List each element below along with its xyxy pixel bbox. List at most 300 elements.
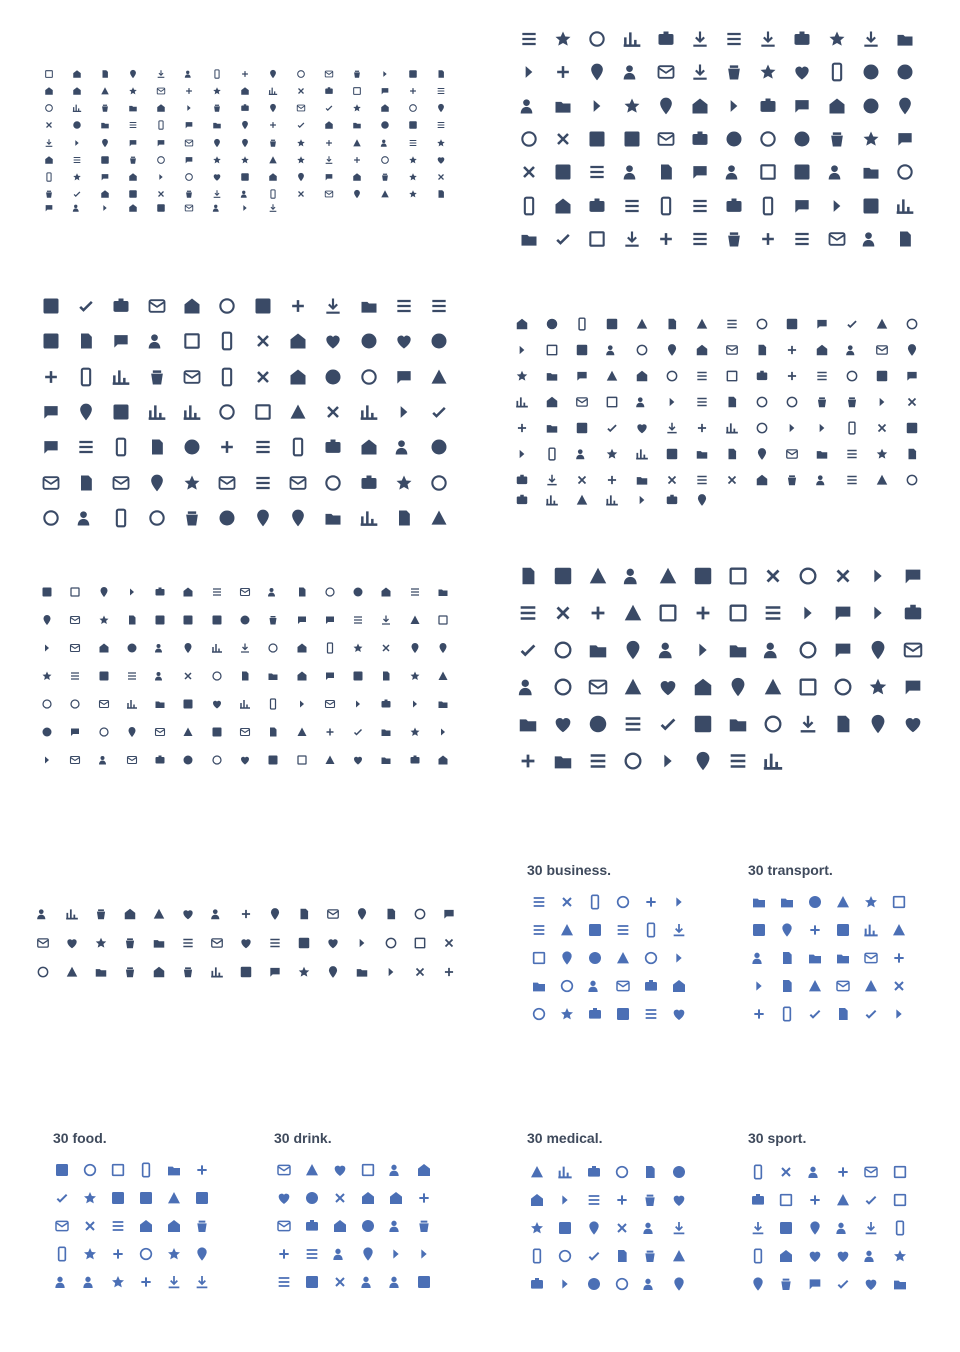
loop-icon: [615, 594, 650, 631]
euro-icon: [427, 117, 455, 134]
bicycle-icon: [857, 1186, 885, 1214]
folder-icon: [287, 134, 315, 151]
folder-plus-icon: [785, 55, 819, 88]
chevron-right-square-icon: [372, 746, 400, 774]
user-icon: [35, 65, 63, 82]
heart-pulse-icon: [608, 1186, 636, 1214]
file-video-icon: [259, 634, 287, 662]
last-icon: [174, 578, 202, 606]
bowl-icon: [104, 1240, 132, 1268]
storm-icon: [33, 718, 61, 746]
rewind-icon: [615, 55, 649, 88]
ice-cream-icon: [76, 1212, 104, 1240]
pill-icon: [210, 501, 245, 536]
yahoo-icon: [287, 82, 315, 99]
boombox-icon: [720, 705, 755, 742]
monitor-icon: [597, 493, 627, 507]
cup-icon: [354, 1184, 382, 1212]
shuttlecock-icon: [744, 1186, 772, 1214]
tree-icon: [867, 441, 897, 467]
train-icon: [745, 888, 773, 916]
wine-bottle-icon: [270, 1240, 298, 1268]
file-pdf-icon: [118, 634, 146, 662]
tank-icon: [745, 1000, 773, 1028]
sort-alpha-icon: [175, 186, 203, 203]
ticket-icon: [315, 65, 343, 82]
eraser-icon: [507, 337, 537, 363]
bottle-tall-icon: [382, 1240, 410, 1268]
mute-icon: [512, 189, 546, 222]
frame-icon: [747, 363, 777, 389]
monitor-down-icon: [785, 22, 819, 55]
envelope-icon: [685, 705, 720, 742]
user-icon: [525, 944, 553, 972]
asterisk-icon: [63, 100, 91, 117]
car-alt-icon: [885, 972, 913, 1000]
motorbike-icon: [400, 718, 428, 746]
photo-icon: [897, 467, 927, 493]
document-x-icon: [683, 89, 717, 122]
steering-icon: [744, 1158, 772, 1186]
chevron-up-icon: [315, 82, 343, 99]
cogs-icon: [203, 117, 231, 134]
star-circle-outline-icon: [567, 337, 597, 363]
fire-camp-icon: [203, 606, 231, 634]
floppy-icon: [581, 916, 609, 944]
facebook-icon: [91, 134, 119, 151]
mobile-icon: [371, 151, 399, 168]
basketball-hoop-icon: [886, 1270, 914, 1298]
external-link-icon: [63, 134, 91, 151]
molecule-icon: [523, 1186, 551, 1214]
milkshake-icon: [354, 1156, 382, 1184]
shuffle-icon: [280, 430, 315, 465]
font-plus-icon: [316, 501, 351, 536]
carrot-icon: [104, 1156, 132, 1184]
wrench-icon: [259, 186, 287, 203]
pause-icon: [90, 578, 118, 606]
lastfm-icon: [261, 929, 290, 958]
list-icon: [90, 606, 118, 634]
stats-3-icon: [895, 594, 930, 631]
magnet-icon: [507, 389, 537, 415]
cart-icon: [897, 415, 927, 441]
sitemap-icon: [400, 578, 428, 606]
music-icon: [386, 288, 421, 323]
file-excel-icon: [174, 634, 202, 662]
eject-icon: [371, 117, 399, 134]
carton-icon: [410, 1212, 438, 1240]
forward-icon: [146, 578, 174, 606]
tumblr-icon: [867, 337, 897, 363]
bag-icon: [245, 323, 280, 358]
file-icon: [175, 134, 203, 151]
vimeo-circle-icon: [173, 900, 202, 929]
facebook-icon: [261, 900, 290, 929]
camera-icon: [609, 916, 637, 944]
paypal-icon: [567, 363, 597, 389]
stethoscope-icon: [665, 1214, 693, 1242]
skip-back-icon: [683, 55, 717, 88]
battery-half-icon: [854, 223, 888, 256]
vk-icon: [259, 203, 287, 213]
delicious-icon: [319, 929, 348, 958]
arrow-right-icon: [344, 662, 372, 690]
id-card-icon: [553, 972, 581, 1000]
crop-square-icon: [351, 394, 386, 429]
gavel-icon: [175, 151, 203, 168]
oil-barrel-icon: [580, 705, 615, 742]
skype-icon: [91, 186, 119, 203]
icon-set-business: [525, 888, 693, 1028]
paypal-icon: [91, 169, 119, 186]
cheese-icon: [48, 1184, 76, 1212]
undo-icon: [231, 203, 259, 213]
volume-mid-icon: [683, 189, 717, 222]
tram-icon: [801, 916, 829, 944]
house-icon: [807, 441, 837, 467]
clipboard-icon: [231, 117, 259, 134]
rugby-icon: [801, 1158, 829, 1186]
more-vertical-icon: [174, 288, 209, 323]
hockey-icon: [829, 1214, 857, 1242]
stop-icon: [546, 55, 580, 88]
envelope-open-out-icon: [854, 156, 888, 189]
helicopter-icon: [259, 718, 287, 746]
popsicle-icon: [270, 1268, 298, 1296]
wink-icon: [597, 415, 627, 441]
teapot-icon: [298, 1240, 326, 1268]
chat-square-dots-icon: [683, 223, 717, 256]
crossed-bats-icon: [829, 1186, 857, 1214]
ship-icon: [829, 888, 857, 916]
doctor-icon: [580, 1242, 608, 1270]
tie-icon: [553, 888, 581, 916]
phone-icon: [537, 389, 567, 415]
bitcoin-icon: [147, 100, 175, 117]
books-icon: [525, 1000, 553, 1028]
battery-empty-icon: [785, 223, 819, 256]
paypal-icon: [895, 668, 930, 705]
man-icon: [687, 415, 717, 441]
label-food: 30 food.: [53, 1130, 107, 1146]
wand-icon: [174, 606, 202, 634]
wifi-low-icon: [820, 189, 854, 222]
sun-cloud-icon: [316, 690, 344, 718]
book-icon: [854, 89, 888, 122]
camera-icon: [837, 467, 867, 493]
signpost-icon: [637, 1000, 665, 1028]
icon-set-sport: [744, 1158, 914, 1298]
database-icon: [807, 467, 837, 493]
calendar-icon: [665, 972, 693, 1000]
meh-icon: [537, 415, 567, 441]
stumbleupon-icon: [202, 929, 231, 958]
flickr-icon: [259, 134, 287, 151]
basket-icon: [280, 323, 315, 358]
camera-icon: [422, 288, 457, 323]
spiral-icon: [665, 1000, 693, 1028]
power-icon: [61, 662, 89, 690]
deviantart-icon: [348, 957, 377, 986]
cells-icon: [665, 1186, 693, 1214]
plug-icon: [685, 742, 720, 779]
straw-glass-icon: [382, 1184, 410, 1212]
list-ol-icon: [259, 151, 287, 168]
battery-med-icon: [523, 1158, 551, 1186]
list-icon: [343, 100, 371, 117]
thermometer-icon: [665, 1270, 693, 1298]
pingpong-icon: [801, 1186, 829, 1214]
chevron-up-icon: [683, 122, 717, 155]
question-icon: [287, 169, 315, 186]
android-icon: [510, 631, 545, 668]
surprise-icon: [627, 415, 657, 441]
battery-empty-icon: [203, 578, 231, 606]
terminal-icon: [790, 594, 825, 631]
battery-full-icon: [888, 223, 922, 256]
chevron-down-square-icon: [429, 746, 457, 774]
thumbs-up-icon: [63, 203, 91, 213]
rocket-icon: [665, 888, 693, 916]
chat-square-icon: [649, 223, 683, 256]
leaf-icon: [203, 151, 231, 168]
youtube-icon: [790, 668, 825, 705]
tennis-icon: [772, 1186, 800, 1214]
document-check-icon: [649, 89, 683, 122]
evernote-icon: [86, 957, 115, 986]
faucet-icon: [510, 705, 545, 742]
pill-icon: [665, 1158, 693, 1186]
palette-icon: [897, 363, 927, 389]
lastfm-circle-icon: [290, 929, 319, 958]
window-icon: [717, 467, 747, 493]
island-icon: [837, 441, 867, 467]
ninja-icon: [231, 690, 259, 718]
exclamation-icon: [35, 134, 63, 151]
rss-icon: [422, 465, 457, 500]
dribbble-icon: [343, 117, 371, 134]
google-plus-circle-icon: [377, 900, 406, 929]
road-icon: [372, 718, 400, 746]
smartphone-icon: [512, 22, 546, 55]
bolt-icon: [231, 100, 259, 117]
eye-icon: [751, 189, 785, 222]
pinterest-icon: [790, 631, 825, 668]
stack-icon: [867, 363, 897, 389]
snow-icon: [61, 718, 89, 746]
bicycle-icon: [650, 705, 685, 742]
buy-icon: [597, 441, 627, 467]
flask-icon: [636, 1270, 664, 1298]
share-circle-icon: [344, 634, 372, 662]
telephone-icon: [567, 389, 597, 415]
cart-minus-icon: [104, 323, 139, 358]
hourglass-icon: [259, 662, 287, 690]
appstore-icon: [580, 631, 615, 668]
pear-icon: [132, 1212, 160, 1240]
layers-icon: [139, 501, 174, 536]
zoom-out-icon: [627, 311, 657, 337]
heart-icon: [687, 337, 717, 363]
user-icon: [429, 606, 457, 634]
drop-alt-icon: [636, 1214, 664, 1242]
truck-icon: [773, 972, 801, 1000]
grid-large-icon: [61, 606, 89, 634]
swap-icon: [33, 430, 68, 465]
tachometer-icon: [371, 186, 399, 203]
cocktail-umbrella-icon: [298, 1212, 326, 1240]
rocket-icon: [33, 746, 61, 774]
contact-icon: [755, 557, 790, 594]
disk-icon: [657, 493, 687, 507]
eye-off-icon: [785, 189, 819, 222]
female-symbol-icon: [837, 415, 867, 441]
basket-check-icon: [386, 323, 421, 358]
nuts-icon: [188, 1240, 216, 1268]
chevron-up-square-icon: [400, 746, 428, 774]
search-icon: [597, 311, 627, 337]
label-business: 30 business.: [527, 862, 612, 878]
window-minus-icon: [683, 156, 717, 189]
medkit-icon: [608, 1270, 636, 1298]
music-square-icon: [507, 493, 537, 507]
arrow-down-icon: [287, 151, 315, 168]
flickr-icon: [86, 900, 115, 929]
target-icon: [104, 501, 139, 536]
car-side-icon: [829, 944, 857, 972]
lock-icon: [119, 134, 147, 151]
subscript-icon: [175, 65, 203, 82]
toggle-off-icon: [119, 203, 147, 213]
google-plus-icon: [720, 668, 755, 705]
trash-icon: [245, 288, 280, 323]
tag-icon: [33, 359, 68, 394]
icon-set-medical: [523, 1158, 693, 1298]
trend-down-icon: [685, 594, 720, 631]
cookies-icon: [188, 1212, 216, 1240]
minus-square-icon: [139, 394, 174, 429]
check-icon: [90, 662, 118, 690]
star-icon: [777, 337, 807, 363]
paperclip-icon: [609, 944, 637, 972]
code-icon: [316, 288, 351, 323]
grid-icon: [68, 394, 103, 429]
stumbleupon-icon: [315, 186, 343, 203]
car-icon: [885, 916, 913, 944]
star-circle-icon: [537, 337, 567, 363]
checklist-icon: [429, 634, 457, 662]
skype-icon: [144, 957, 173, 986]
tumblr-icon: [580, 668, 615, 705]
window-check-icon: [717, 156, 751, 189]
juice-icon: [298, 1268, 326, 1296]
male-icon: [523, 1270, 551, 1298]
reply-icon: [343, 151, 371, 168]
alert-icon: [33, 465, 68, 500]
pot-icon: [188, 1268, 216, 1296]
clock-icon: [400, 634, 428, 662]
copy-stack-icon: [545, 594, 580, 631]
sushi-icon: [132, 1268, 160, 1296]
syringe-icon: [608, 1242, 636, 1270]
weibo-icon: [119, 186, 147, 203]
retweet-icon: [399, 169, 427, 186]
copy-icon: [510, 594, 545, 631]
pinterest-icon: [175, 169, 203, 186]
linkedin-icon: [860, 668, 895, 705]
lamppost-icon: [829, 916, 857, 944]
bookmark-icon: [259, 100, 287, 117]
twitter-circle-icon: [231, 900, 260, 929]
gauge-icon: [744, 1242, 772, 1270]
rdio-icon: [435, 929, 464, 958]
chevron-up-icon: [146, 746, 174, 774]
tumblr-icon: [175, 203, 203, 213]
file-text-icon: [90, 634, 118, 662]
astronaut-icon: [259, 690, 287, 718]
tv-icon: [537, 493, 567, 507]
cart-x-icon: [174, 323, 209, 358]
calculator-icon: [399, 100, 427, 117]
label-medical: 30 medical.: [527, 1130, 603, 1146]
paragraph-icon: [63, 169, 91, 186]
smile-icon: [147, 186, 175, 203]
atom-icon: [580, 1270, 608, 1298]
megaphone-icon: [657, 389, 687, 415]
hat-icon: [287, 606, 315, 634]
select-up-icon: [650, 557, 685, 594]
window-icon: [512, 156, 546, 189]
yahoo-icon: [406, 957, 435, 986]
pin-off-icon: [717, 389, 747, 415]
file-code-icon: [287, 634, 315, 662]
vial-icon: [231, 134, 259, 151]
spotify-circle-icon: [406, 929, 435, 958]
behance-icon: [685, 631, 720, 668]
chevron-up-circle-icon: [259, 746, 287, 774]
ice-bucket-icon: [410, 1240, 438, 1268]
inbox-icon: [343, 169, 371, 186]
select-icon: [580, 557, 615, 594]
upload-circle-icon: [400, 606, 428, 634]
id-card-icon: [747, 415, 777, 441]
family-icon: [650, 742, 685, 779]
folders-icon: [637, 972, 665, 1000]
stamp-icon: [717, 363, 747, 389]
dropbox-icon: [597, 363, 627, 389]
play-icon: [512, 55, 546, 88]
ambulance-icon: [829, 972, 857, 1000]
align-justify-icon: [33, 288, 68, 323]
envelope-icon: [399, 117, 427, 134]
paypal-icon: [175, 117, 203, 134]
tactics-icon: [886, 1186, 914, 1214]
comments-icon: [867, 389, 897, 415]
soccer-icon: [801, 1242, 829, 1270]
helicopter-icon: [829, 1000, 857, 1028]
car-icon: [174, 718, 202, 746]
martini-icon: [326, 1212, 354, 1240]
save-icon: [687, 467, 717, 493]
coffee-icon: [429, 662, 457, 690]
bowl-icon: [410, 1184, 438, 1212]
sell-icon: [627, 441, 657, 467]
pound-icon: [343, 134, 371, 151]
plus-icon: [35, 100, 63, 117]
pen-icon: [637, 916, 665, 944]
ellipsis-icon: [785, 122, 819, 155]
